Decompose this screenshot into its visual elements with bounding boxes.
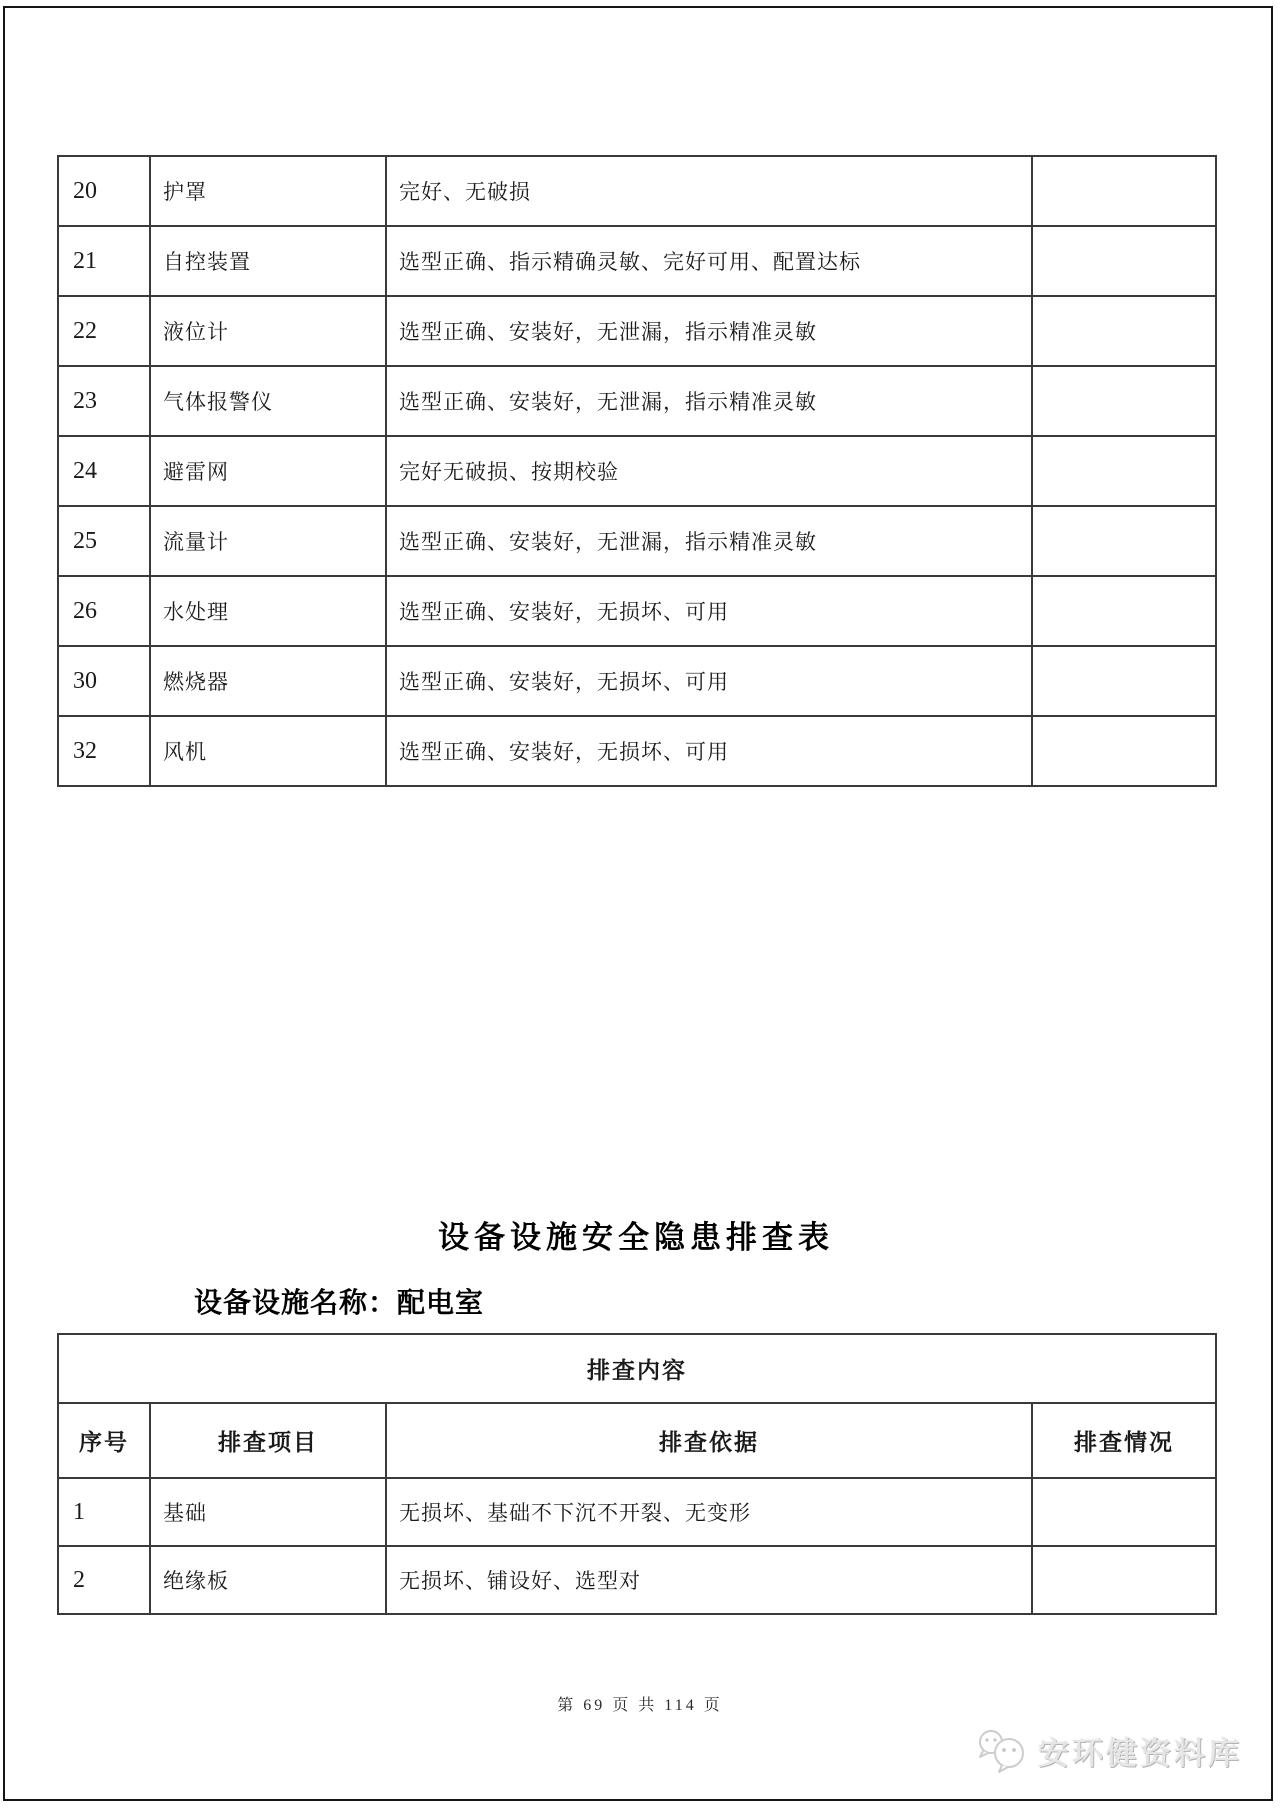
table-row	[58, 1546, 1216, 1614]
table-row	[58, 1478, 1216, 1546]
column-header-status: 排查情况	[1032, 1403, 1216, 1478]
wechat-icon	[974, 1729, 1030, 1773]
row-number-cell: 26	[58, 576, 150, 646]
page-number: 第 69 页 共 114 页	[557, 1697, 723, 1714]
column-header-item: 排查项目	[150, 1403, 386, 1478]
item-cell: 气体报警仪	[150, 366, 386, 436]
basis-cell: 选型正确、安装好，无泄漏，指示精准灵敏	[386, 366, 1032, 436]
basis-cell: 选型正确、安装好，无损坏、可用	[386, 576, 1032, 646]
table-row	[58, 156, 1216, 226]
status-cell	[1032, 506, 1216, 576]
status-cell	[1032, 366, 1216, 436]
row-number-cell: 21	[58, 226, 150, 296]
status-cell	[1032, 156, 1216, 226]
status-cell	[1032, 646, 1216, 716]
table-row	[58, 226, 1216, 296]
status-cell	[1032, 436, 1216, 506]
column-header-basis: 排查依据	[386, 1403, 1032, 1478]
basis-cell: 完好、无破损	[386, 156, 1032, 226]
item-cell: 自控装置	[150, 226, 386, 296]
status-cell	[1032, 1546, 1216, 1614]
page-title: 设备设施安全隐患排查表	[438, 1220, 834, 1255]
item-cell: 燃烧器	[150, 646, 386, 716]
column-header-no: 序号	[58, 1403, 150, 1478]
row-number-cell: 30	[58, 646, 150, 716]
status-cell	[1032, 226, 1216, 296]
row-number-cell: 20	[58, 156, 150, 226]
inspection-table-continuation	[57, 155, 1217, 787]
item-cell: 流量计	[150, 506, 386, 576]
basis-cell: 选型正确、安装好，无损坏、可用	[386, 716, 1032, 786]
table-row	[58, 296, 1216, 366]
equipment-name-label: 设备设施名称：配电室	[194, 1287, 485, 1318]
table-banner: 排查内容	[58, 1334, 1216, 1403]
table-banner-row	[58, 1334, 1216, 1403]
table-row	[58, 506, 1216, 576]
item-cell: 基础	[150, 1478, 386, 1546]
basis-cell: 完好无破损、按期校验	[386, 436, 1032, 506]
item-cell: 水处理	[150, 576, 386, 646]
table-row	[58, 576, 1216, 646]
item-cell: 风机	[150, 716, 386, 786]
row-number-cell: 25	[58, 506, 150, 576]
row-number-cell: 24	[58, 436, 150, 506]
row-number-cell: 32	[58, 716, 150, 786]
inspection-table	[57, 1333, 1217, 1615]
basis-cell: 选型正确、安装好，无损坏、可用	[386, 646, 1032, 716]
basis-cell: 无损坏、铺设好、选型对	[386, 1546, 1032, 1614]
table-header-row	[58, 1403, 1216, 1478]
item-cell: 绝缘板	[150, 1546, 386, 1614]
row-number-cell: 2	[58, 1546, 150, 1614]
watermark-text: 安环健资料库	[1038, 1736, 1242, 1771]
table-row	[58, 366, 1216, 436]
basis-cell: 选型正确、安装好，无泄漏，指示精准灵敏	[386, 506, 1032, 576]
table-row	[58, 716, 1216, 786]
row-number-cell: 1	[58, 1478, 150, 1546]
basis-cell: 无损坏、基础不下沉不开裂、无变形	[386, 1478, 1032, 1546]
item-cell: 护罩	[150, 156, 386, 226]
basis-cell: 选型正确、指示精确灵敏、完好可用、配置达标	[386, 226, 1032, 296]
basis-cell: 选型正确、安装好，无泄漏，指示精准灵敏	[386, 296, 1032, 366]
status-cell	[1032, 576, 1216, 646]
item-cell: 液位计	[150, 296, 386, 366]
row-number-cell: 22	[58, 296, 150, 366]
watermark	[974, 1728, 1242, 1773]
status-cell	[1032, 716, 1216, 786]
item-cell: 避雷网	[150, 436, 386, 506]
status-cell	[1032, 296, 1216, 366]
row-number-cell: 23	[58, 366, 150, 436]
table-row	[58, 646, 1216, 716]
table-row	[58, 436, 1216, 506]
status-cell	[1032, 1478, 1216, 1546]
